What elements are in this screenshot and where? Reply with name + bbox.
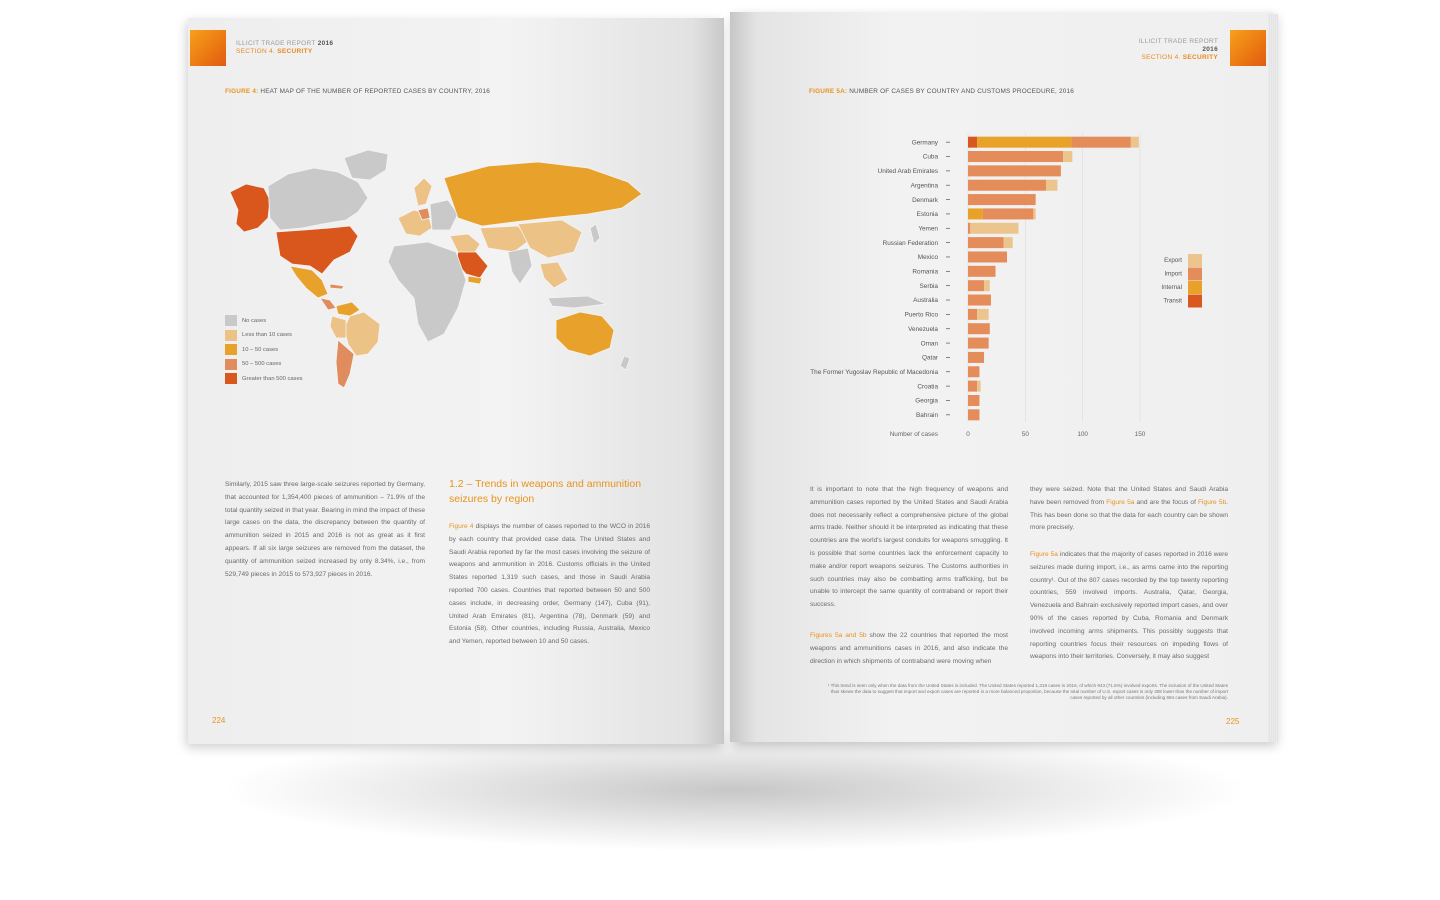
right-page — [730, 12, 1274, 742]
figure-label: FIGURE 4: — [225, 88, 259, 95]
chart-legend-swatch — [1188, 268, 1202, 281]
map-australia — [556, 312, 614, 356]
bar-segment-import — [968, 366, 979, 377]
map-se-asia — [540, 262, 568, 288]
category-label: Yemen — [918, 225, 938, 233]
figure-5a-link[interactable]: Figure 5a — [1030, 551, 1058, 558]
left-page — [188, 18, 724, 744]
right-running-header — [1122, 38, 1218, 62]
category-label: Puerto Rico — [904, 311, 938, 319]
header-title: ILLICIT TRADE REPORT — [1138, 38, 1218, 45]
legend-swatch — [225, 315, 237, 326]
legend-swatch — [225, 330, 237, 341]
left-running-header — [236, 40, 333, 56]
legend-label: 50 – 500 cases — [242, 361, 282, 367]
map-europe-north — [414, 178, 432, 206]
category-label: Argentina — [910, 182, 938, 190]
chart-legend-swatch — [1188, 281, 1202, 294]
figure-5b-link[interactable]: Figure 5b — [1198, 498, 1227, 506]
category-label: Oman — [920, 340, 938, 348]
header-orange-block — [1230, 30, 1266, 66]
category-label: Germany — [911, 139, 938, 147]
category-label: Australia — [913, 297, 938, 305]
left-paragraph-1: Similarly, 2015 saw three large-scale seizures reported by Germany, that accounted for 1,354,400 pieces of ammunition – 71.9% of the total quantity seized in that year. Bearing in mind the impact of these large cases on the data, the discrepancy between the quantity of ammunition seized in 2015 and 2016 is not as great as it first appears. If all six large seizures are removed from the dataset, the quantity of ammunition seized increased by only 8.34%, i.e., from 529,749 pieces in 2015 to 573,927 pieces in 2016. — [225, 481, 425, 578]
chart-legend-swatch — [1188, 254, 1202, 267]
col2-p2-text: indicates that the majority of cases reported in 2016 were seizures made during import, i.e., as arms came into the reporting country¹. Out of the 807 cases recorded by the top twenty reporting countries, 559 involved imports. Australia, Qatar, Georgia, Venezuela and Bahrain exclusively reported import cases, and over 90% of the cases reported by Cuba, Romania and Denmark involved incoming arms shipments. This possibly suggests that reporting countries focus their resources on impeding flows of weapons into their territories. Conversely, it may also suggest — [1030, 551, 1228, 661]
bar-segment-export — [977, 309, 988, 320]
legend-label: No cases — [242, 317, 267, 324]
map-africa — [388, 242, 466, 342]
bar-segment-import — [968, 237, 1004, 248]
figure-5a-link[interactable]: Figure 5a — [1106, 498, 1135, 506]
bar-segment-import — [1071, 137, 1131, 148]
right-col1-paragraph-1: It is important to note that the high frequency of weapons and ammunition cases reported by the United States and Saudi Arabia does not necessarily reflect a comprehensive picture of the global arms trade. Neither should it be interpreted as indicating that these countries are the world's largest conduits for weapons smuggling. It is possible that some countries lack the enforcement capacity to make and/or report weapons seizures. The Customs authorities in such countries may also be combatting arms trafficking, but be unable to intercept the same quantity of contraband or report their success. — [810, 486, 1008, 609]
chart-legend-label: Internal — [1161, 284, 1182, 291]
category-label: Russian Federation — [882, 239, 938, 247]
bar-segment-import — [968, 194, 1036, 205]
left-paragraph-2 — [449, 521, 650, 649]
bar-chart — [800, 128, 1240, 448]
col2-p1-text-a: they were seized. Note that the United States and Saudi Arabia have been removed from — [1030, 486, 1228, 506]
chart-legend-label: Export — [1164, 257, 1182, 264]
chart-legend-label: Transit — [1163, 297, 1182, 305]
legend-label: Greater than 500 cases — [242, 375, 303, 382]
bar-segment-import — [968, 409, 979, 420]
category-label: Romania — [912, 268, 938, 276]
bar-segment-export — [1131, 137, 1139, 148]
page-number-right: 225 — [1226, 717, 1240, 726]
x-tick-label: 100 — [1077, 431, 1089, 438]
bar-segment-import — [968, 323, 990, 334]
legend-swatch — [225, 359, 237, 370]
map-legend-item — [225, 315, 266, 326]
figure-caption: HEAT MAP OF THE NUMBER OF REPORTED CASES BY COUNTRY, 2016 — [260, 88, 490, 95]
bar-segment-export — [1033, 208, 1035, 219]
col2-p1-text-c: . This has been done so that the data for each country can be shown more precisely. — [1030, 498, 1229, 532]
map-japan — [590, 224, 600, 244]
bar-segment-import — [968, 309, 977, 320]
figure-label: FIGURE 5A: — [809, 88, 848, 95]
header-section-number: SECTION 4. — [236, 48, 276, 55]
category-label: Venezuela — [908, 325, 938, 333]
x-tick-label: 50 — [1021, 431, 1029, 438]
map-new-zealand — [620, 356, 630, 370]
map-cuba — [330, 284, 344, 289]
header-section-number: SECTION 4. — [1141, 54, 1181, 61]
map-legend-item — [225, 330, 292, 341]
col2-p1-text-b: and are the focus of — [1134, 498, 1199, 506]
map-legend-item — [225, 373, 303, 384]
bar-segment-import — [968, 338, 989, 349]
category-label: Cuba — [922, 153, 938, 161]
bar-segment-import — [968, 266, 996, 277]
bar-segment-import — [968, 295, 991, 306]
col1-p2-text: show the 22 countries that reported the most weapons and ammunitions cases in 2016, and also indicate the direction in which shipments of contraband were moving when — [810, 632, 1008, 665]
bar-segment-import — [968, 352, 984, 363]
right-col2-paragraph-2 — [1030, 549, 1228, 664]
category-label: The Former Yugoslav Republic of Macedonia — [810, 368, 938, 376]
category-label: Serbia — [919, 282, 938, 290]
map-usa — [276, 226, 358, 274]
header-title: ILLICIT TRADE REPORT — [236, 40, 316, 47]
category-label: Georgia — [915, 397, 938, 405]
right-col1-paragraph-2 — [810, 630, 1008, 668]
bar-segment-export — [1063, 151, 1072, 162]
category-label: Qatar — [922, 354, 938, 362]
bar-segment-import — [968, 223, 970, 234]
map-russia — [444, 162, 642, 226]
bar-segment-export — [970, 223, 1018, 234]
bar-segment-import — [968, 165, 1061, 176]
figure-4-link[interactable]: Figure 4 — [449, 523, 474, 530]
x-axis-label: Number of cases — [889, 431, 938, 438]
category-label: Mexico — [917, 254, 938, 262]
bar-segment-export — [984, 280, 990, 291]
category-label: Croatia — [917, 383, 938, 391]
figure-caption: NUMBER OF CASES BY COUNTRY AND CUSTOMS PROCEDURE, 2016 — [849, 88, 1075, 95]
bar-segment-import — [968, 395, 979, 406]
map-legend — [225, 315, 365, 395]
category-label: Bahrain — [915, 412, 938, 420]
bar-segment-import — [968, 251, 1007, 262]
category-label: Denmark — [912, 196, 938, 204]
figure-4-title — [225, 88, 490, 95]
section-heading: 1.2 – Trends in weapons and ammunition seizures by region — [449, 478, 642, 505]
page-number-left: 224 — [212, 716, 226, 725]
bar-segment-internal — [968, 208, 983, 219]
header-section-name: SECURITY — [1182, 54, 1218, 61]
map-central-america — [320, 298, 336, 310]
bar-segment-transit — [968, 137, 977, 148]
paragraph-2-text: displays the number of cases reported to the WCO in 2016 by each country that provided case data. The United States and Saudi Arabia reported by far the most cases involving the seizure of weapons and ammunition in 2016. Customs officials in the United States reported 1,319 such cases, and those in Saudi Arabia reported 700 cases. Countries that reported between 50 and 500 cases include, in decreasing order, Germany (147), Cuba (91), United Arab Emirates (81), Argentina (78), Denmark (59) and Estonia (58). Other countries, including Russia, Australia, Mexico and Yemen, reported between 10 and 50 cases. — [449, 523, 650, 646]
map-india — [508, 248, 532, 284]
bar-segment-export — [1046, 180, 1057, 191]
header-orange-block — [190, 30, 226, 66]
map-alaska — [230, 184, 270, 232]
footnote: ¹ This trend is seen only when the data from the United States is included. The United States reported 1,319 cases in 2016, of which 943 (71.6%) involved exports. The inclusion of the United States thus skews the data to suggest that import and export cases are reported in a more balanced proportion, because the total number of U.S. export cases is only 308 lower than the number of import cases reported by all other countries (including 694 cases from Saudi Arabia). — [827, 683, 1228, 700]
header-year: 2016 — [317, 40, 334, 47]
legend-label: 10 – 50 cases — [242, 346, 279, 353]
header-section-name: SECURITY — [277, 48, 313, 55]
x-tick-label: 150 — [1134, 431, 1146, 438]
map-legend-item — [225, 344, 278, 355]
page-edges — [1268, 14, 1278, 742]
figure-5a-title — [809, 88, 1074, 95]
x-tick-label: 0 — [966, 431, 970, 438]
map-legend-item — [225, 359, 281, 370]
bar-segment-import — [968, 381, 977, 392]
bar-segment-import — [968, 180, 1046, 191]
map-greenland — [344, 150, 388, 180]
bar-segment-export — [977, 381, 980, 392]
legend-swatch — [225, 344, 237, 355]
bar-segment-export — [1004, 237, 1013, 248]
category-label: Estonia — [916, 211, 938, 219]
category-label: United Arab Emirates — [877, 168, 938, 176]
chart-legend-label: Import — [1164, 270, 1182, 278]
map-middle-east — [450, 234, 480, 254]
book-shadow — [230, 730, 1240, 850]
bar-segment-import — [968, 151, 1063, 162]
legend-swatch — [225, 373, 237, 384]
map-indonesia — [548, 296, 606, 308]
right-col2-paragraph-1 — [1030, 484, 1228, 535]
chart-legend-swatch — [1188, 295, 1202, 308]
bar-segment-internal — [977, 137, 1071, 148]
bar-segment-import — [983, 208, 1033, 219]
figures-5a-5b-link[interactable]: Figures 5a and 5b — [810, 632, 867, 639]
bar-segment-import — [968, 280, 984, 291]
legend-label: Less than 10 cases — [242, 332, 292, 338]
header-year: 2016 — [1202, 46, 1218, 53]
